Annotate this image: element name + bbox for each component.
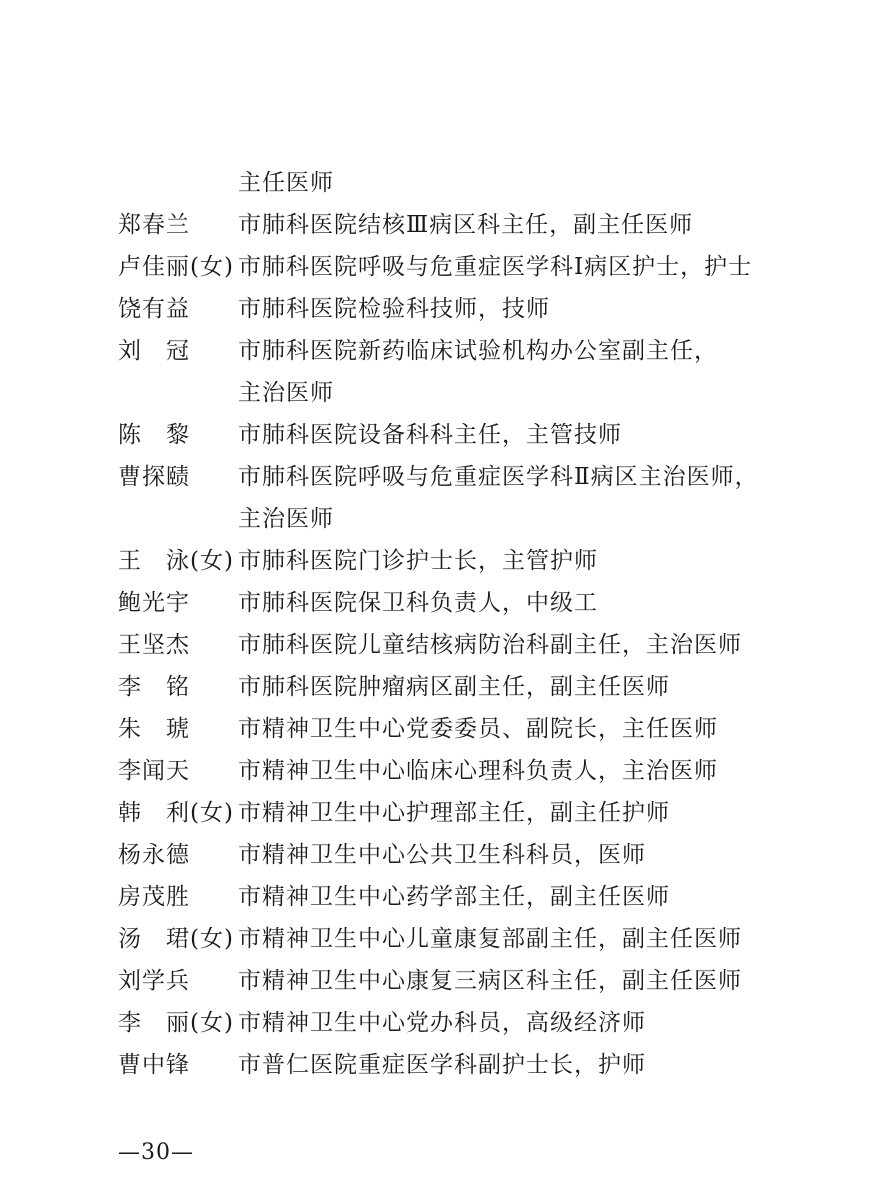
person-position: 市肺科医院设备科科主任，主管技师 (238, 422, 622, 448)
person-position: 市肺科医院儿童结核病防治科副主任，主治医师 (238, 632, 742, 658)
list-item (118, 834, 778, 876)
list-item (118, 960, 778, 1002)
person-position: 市精神卫生中心党委委员、副院长，主任医师 (238, 716, 718, 742)
person-name: 鲍光宇 (118, 590, 190, 616)
person-position: 市精神卫生中心临床心理科负责人，主治医师 (238, 758, 718, 784)
person-position: 主治医师 (238, 380, 334, 406)
person-name: 郑春兰 (118, 212, 190, 238)
person-position: 市肺科医院呼吸与危重症医学科Ⅱ病区主治医师， (238, 464, 759, 490)
person-name: 汤 珺(女) (118, 926, 234, 952)
person-name: 房茂胜 (118, 884, 190, 910)
list-item (118, 204, 778, 246)
person-name: 朱 琥 (118, 716, 190, 742)
person-position: 市精神卫生中心护理部主任，副主任护师 (238, 800, 670, 826)
list-item (118, 918, 778, 960)
list-item (118, 372, 778, 414)
person-position: 市肺科医院呼吸与危重症医学科Ⅰ病区护士，护士 (238, 254, 753, 280)
person-name: 王坚杰 (118, 632, 190, 658)
list-item (118, 330, 778, 372)
list-item (118, 666, 778, 708)
person-name: 曹探赜 (118, 464, 190, 490)
list-item (118, 540, 778, 582)
person-name: 李闻天 (118, 758, 190, 784)
list-item (118, 1002, 778, 1044)
person-position: 市精神卫生中心儿童康复部副主任，副主任医师 (238, 926, 742, 952)
person-position: 市肺科医院门诊护士长，主管护师 (238, 548, 598, 574)
list-item (118, 582, 778, 624)
list-item (118, 792, 778, 834)
person-position: 市肺科医院新药临床试验机构办公室副主任， (238, 338, 718, 364)
person-name: 韩 利(女) (118, 800, 234, 826)
person-position: 主治医师 (238, 506, 334, 532)
list-item (118, 876, 778, 918)
list-item (118, 624, 778, 666)
person-name: 卢佳丽(女) (118, 254, 234, 280)
person-position: 市肺科医院检验科技师，技师 (238, 296, 550, 322)
person-name: 曹中锋 (118, 1052, 190, 1078)
page-number: —30— (118, 1140, 194, 1165)
list-item (118, 708, 778, 750)
person-name: 饶有益 (118, 296, 190, 322)
list-item (118, 1044, 778, 1086)
list-item (118, 750, 778, 792)
person-name: 刘学兵 (118, 968, 190, 994)
person-name: 杨永德 (118, 842, 190, 868)
person-position: 市精神卫生中心公共卫生科科员，医师 (238, 842, 646, 868)
person-position: 市肺科医院肿瘤病区副主任，副主任医师 (238, 674, 670, 700)
person-position: 主任医师 (238, 170, 334, 196)
list-item (118, 414, 778, 456)
person-name: 陈 黎 (118, 422, 190, 448)
person-position: 市精神卫生中心康复三病区科主任，副主任医师 (238, 968, 742, 994)
list-item (118, 246, 778, 288)
person-position: 市精神卫生中心药学部主任，副主任医师 (238, 884, 670, 910)
person-position: 市普仁医院重症医学科副护士长，护师 (238, 1052, 646, 1078)
person-name: 李 铭 (118, 674, 190, 700)
list-item (118, 162, 778, 204)
list-item (118, 288, 778, 330)
list-item (118, 456, 778, 498)
list-item (118, 498, 778, 540)
personnel-list (118, 162, 778, 1086)
person-position: 市精神卫生中心党办科员，高级经济师 (238, 1010, 646, 1036)
person-name: 王 泳(女) (118, 548, 234, 574)
person-name: 李 丽(女) (118, 1010, 234, 1036)
person-position: 市肺科医院保卫科负责人，中级工 (238, 590, 598, 616)
person-name: 刘 冠 (118, 338, 190, 364)
person-position: 市肺科医院结核Ⅲ病区科主任，副主任医师 (238, 212, 694, 238)
